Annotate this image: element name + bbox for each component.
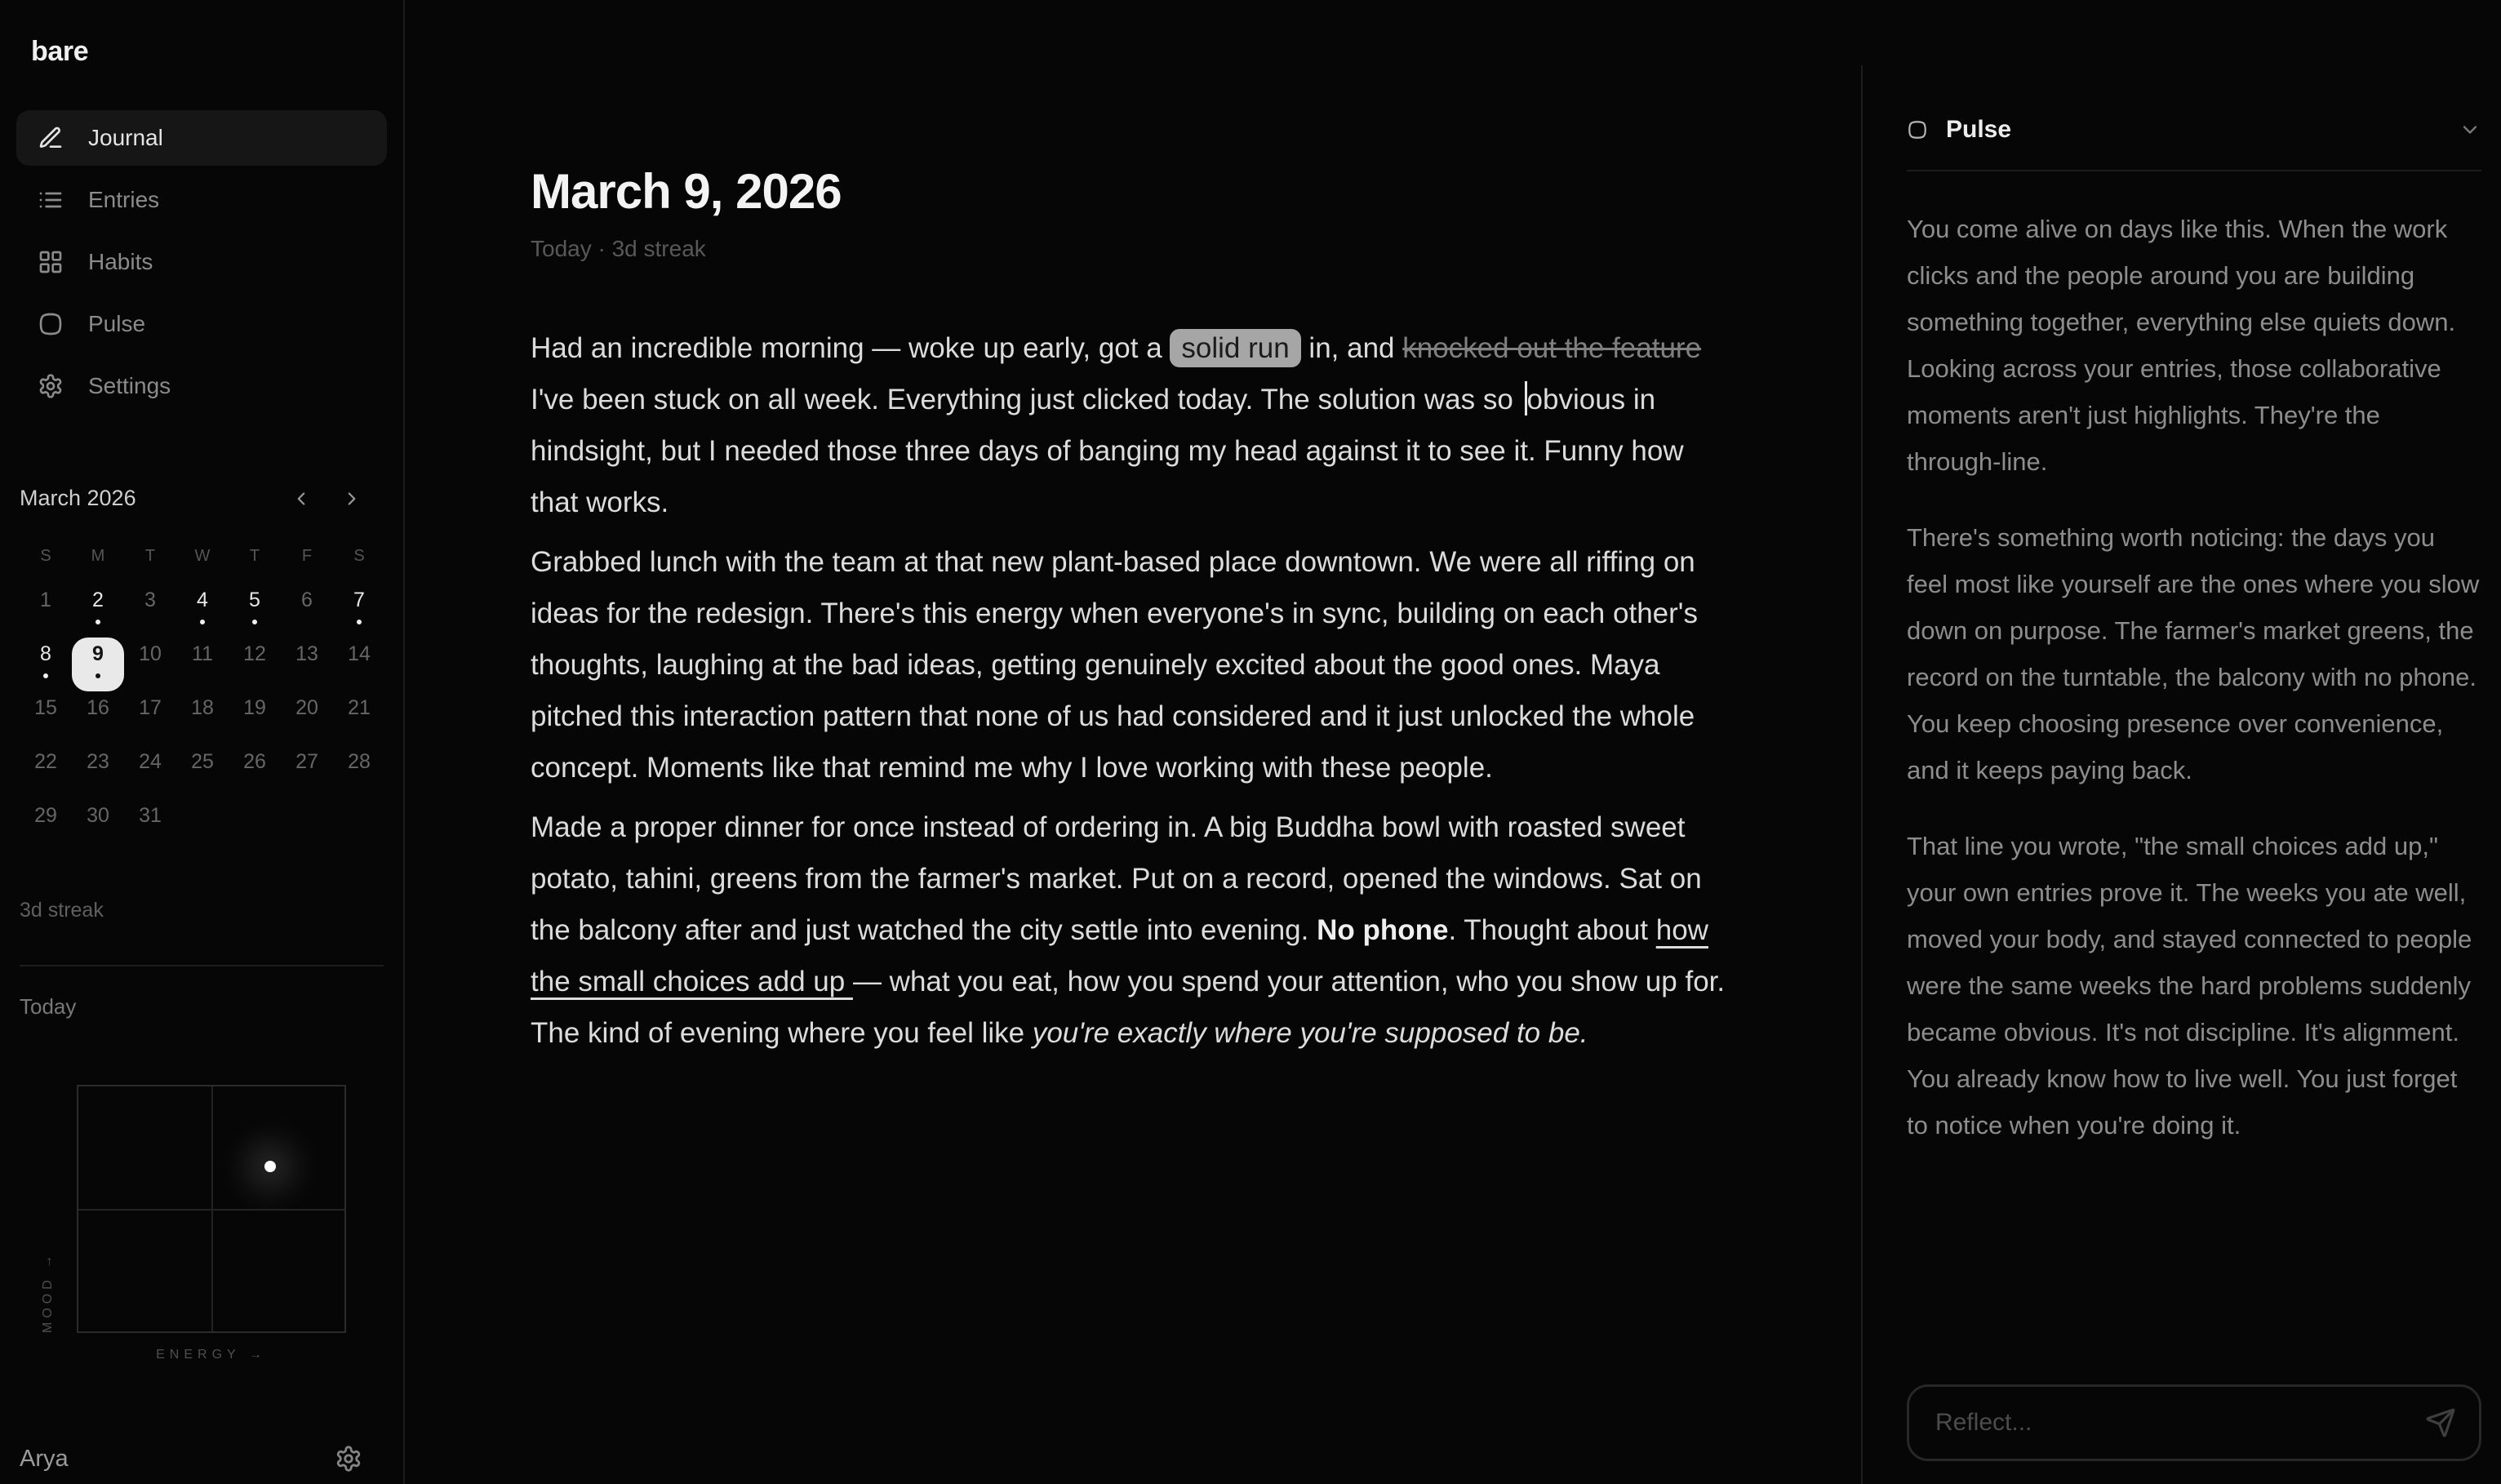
text-strike: knocked out the feature [1402, 332, 1702, 364]
calendar-day[interactable] [281, 584, 333, 638]
sidebar-nav [16, 110, 387, 414]
calendar-day-number: 25 [191, 750, 214, 773]
pulse-paragraph: That line you wrote, "the small choices add up," your own entries prove it. The weeks you ate well, moved your body, and stayed connected to people were the same weeks the hard problems suddenly became obvious. It's not discipline. It's alignment. You already know how to live well. You just forget to notice when you're doing it. [1907, 832, 2472, 1140]
calendar-prev-button[interactable] [291, 488, 312, 509]
calendar-day[interactable] [124, 745, 176, 799]
entry-dot [96, 620, 100, 624]
calendar-next-button[interactable] [341, 488, 362, 509]
entry-dot [43, 673, 48, 678]
sidebar-item-label: Pulse [88, 311, 146, 336]
entry-paragraph [531, 322, 1732, 528]
calendar-day-number: 30 [87, 804, 109, 827]
calendar-day-number: 14 [348, 642, 371, 665]
calendar-day-number: 8 [40, 642, 51, 665]
calendar-day-number: 9 [92, 642, 104, 665]
calendar-day[interactable] [281, 745, 333, 799]
pulse-title: Pulse [1946, 116, 2012, 143]
entry-paragraph [531, 536, 1732, 793]
calendar-day-number: 31 [139, 804, 162, 827]
entry-dot [357, 620, 362, 624]
entry-dot [96, 673, 100, 678]
streak-label: 3d streak [20, 899, 104, 922]
calendar-day-number: 3 [144, 589, 156, 611]
calendar-day[interactable] [72, 745, 124, 799]
calendar-day-number: 17 [139, 696, 162, 719]
calendar-day-number: 22 [34, 750, 57, 773]
calendar-day[interactable] [20, 638, 72, 691]
weekday-label: T [249, 547, 260, 565]
weekday-label: T [144, 547, 156, 565]
send-icon [2425, 1407, 2456, 1438]
calendar-day-number: 20 [295, 696, 318, 719]
journal-view [406, 0, 1861, 1484]
text-plain: — what you eat, how you spend your attention, who you show up for. The kind of evening where you feel like [531, 966, 1726, 1049]
sidebar-item-pulse[interactable] [16, 296, 387, 352]
calendar-day[interactable] [281, 691, 333, 745]
text-highlight: solid run [1170, 329, 1300, 367]
text-italic: you're exactly where you're supposed to be. [1032, 1017, 1588, 1049]
calendar-day-number: 28 [348, 750, 371, 773]
entry-editor[interactable] [531, 322, 1732, 1059]
sidebar-item-label: Habits [88, 249, 153, 274]
calendar-day[interactable] [281, 638, 333, 691]
chevron-down-icon [2459, 118, 2481, 141]
calendar-day-number: 7 [353, 589, 365, 611]
calendar-day[interactable] [333, 584, 385, 638]
entry-subtitle: Today · 3d streak [531, 236, 706, 261]
pulse-header [1907, 116, 2481, 144]
calendar-day-number: 23 [87, 750, 109, 773]
calendar-day-number: 18 [191, 696, 214, 719]
calendar-month-label: March 2026 [20, 486, 136, 510]
text-underline: how the small choices add up [531, 914, 1708, 997]
calendar-day[interactable] [124, 638, 176, 691]
squircle-icon [1907, 119, 1928, 140]
settings-gear-button[interactable] [335, 1445, 362, 1473]
quadrant-hline [78, 1209, 344, 1211]
text-plain: in, and [1300, 332, 1403, 364]
mood-energy-point [264, 1161, 276, 1172]
sidebar-item-settings[interactable] [16, 358, 387, 414]
sidebar-item-habits[interactable] [16, 234, 387, 290]
calendar-day[interactable] [176, 638, 229, 691]
calendar-day-number: 15 [34, 696, 57, 719]
weekday-label: M [91, 547, 105, 565]
calendar-day-number: 26 [243, 750, 266, 773]
chevron-right-icon [341, 488, 362, 509]
pulse-paragraph: There's something worth noticing: the days you feel most like yourself are the ones where you slow down on purpose. The farmer's market greens, the record on the turntable, the balcony with no phone. You keep choosing presence over convenience, and it keeps paying back. [1907, 523, 2480, 784]
weekday-label: F [301, 547, 313, 565]
reflect-input-container [1907, 1384, 2481, 1461]
text-bold: No phone [1317, 914, 1449, 946]
quadrant-plot[interactable] [77, 1085, 346, 1333]
weekday-label: W [194, 547, 211, 565]
calendar-day[interactable] [20, 745, 72, 799]
calendar-day-number: 6 [301, 589, 313, 611]
calendar-day-number: 29 [34, 804, 57, 827]
text-plain: I've been stuck on all week. Everything just clicked today. The solution was so [531, 384, 1521, 415]
pulse-panel [1863, 0, 2501, 1484]
pulse-paragraph: You come alive on days like this. When the work clicks and the people around you are building something together, everything else quiets down. Looking across your entries, those collaborative moments aren't just highlights. They're the through-line. [1907, 215, 2456, 476]
chevron-left-icon [291, 488, 312, 509]
calendar-day[interactable] [229, 584, 281, 638]
text-plain: Had an incredible morning — woke up early, got a [531, 332, 1171, 364]
weekday-label: S [353, 547, 365, 565]
sidebar-item-entries[interactable] [16, 172, 387, 228]
entry-title: March 9, 2026 [531, 164, 842, 219]
today-label: Today [20, 994, 77, 1019]
sidebar [0, 0, 405, 1484]
calendar-grid [20, 584, 384, 853]
send-button[interactable] [2425, 1407, 2456, 1438]
calendar [0, 486, 403, 853]
text-plain: Made a proper dinner for once instead of ordering in. A big Buddha bowl with roasted sweet potato, tahini, greens from the farmer's market. Put on a record, opened the windows. Sat on the balcony after and just watched the city settle into evening. [531, 811, 1702, 946]
calendar-day-number: 24 [139, 750, 162, 773]
text-plain: Grabbed lunch with the team at that new plant-based place downtown. We were all riffing on ideas for the redesign. There's this energy when everyone's in sync, building on each other's thoughts, laughing at the bad ideas, getting genuinely excited about the good ones. Maya pitched this interaction pattern that none of us had considered and it just unlocked the whole concept. Moments like that remind me why I love working with these people. [531, 546, 1698, 784]
calendar-day[interactable] [72, 799, 124, 853]
calendar-day[interactable] [229, 691, 281, 745]
calendar-weekday-row [20, 547, 384, 566]
calendar-day-number: 4 [197, 589, 208, 611]
gear-icon [38, 373, 64, 399]
weekday-label: S [40, 547, 51, 565]
sidebar-item-label: Journal [88, 125, 163, 150]
calendar-day-number: 1 [40, 589, 51, 611]
calendar-day[interactable] [333, 691, 385, 745]
energy-axis-label: ENERGY → [156, 1348, 267, 1362]
calendar-day-number: 21 [348, 696, 371, 719]
calendar-day[interactable] [72, 584, 124, 638]
entry-dot [252, 620, 257, 624]
pulse-reflection [1907, 206, 2481, 1149]
calendar-day-number: 16 [87, 696, 109, 719]
calendar-day[interactable] [333, 638, 385, 691]
calendar-day-number: 2 [92, 589, 104, 611]
calendar-day[interactable] [176, 745, 229, 799]
gear-icon [335, 1445, 362, 1473]
squircle-icon [38, 311, 64, 337]
text-plain: . Thought about [1448, 914, 1656, 946]
calendar-day-number: 19 [243, 696, 266, 719]
list-icon [38, 187, 64, 213]
user-name: Arya [20, 1445, 69, 1472]
sidebar-footer [0, 1445, 403, 1484]
calendar-day[interactable] [176, 691, 229, 745]
sidebar-item-label: Settings [88, 373, 171, 398]
calendar-nav [291, 488, 362, 509]
calendar-day[interactable] [229, 638, 281, 691]
mood-axis-label: MOOD → [41, 1251, 55, 1333]
entry-dot [200, 620, 205, 624]
pen-icon [38, 125, 64, 151]
calendar-day[interactable] [20, 799, 72, 853]
calendar-day-number: 11 [192, 642, 213, 665]
calendar-day[interactable] [20, 691, 72, 745]
reflect-input[interactable] [1909, 1409, 2425, 1437]
calendar-header [20, 486, 362, 511]
calendar-day[interactable] [124, 584, 176, 638]
calendar-day-number: 27 [295, 750, 318, 773]
entry-paragraph [531, 802, 1732, 1059]
calendar-day-selected[interactable] [72, 638, 124, 691]
calendar-day-number: 10 [139, 642, 162, 665]
sidebar-divider [20, 965, 384, 966]
pulse-header-divider [1907, 170, 2481, 171]
calendar-day-number: 13 [295, 642, 318, 665]
sidebar-item-journal[interactable] [16, 110, 387, 166]
sidebar-item-label: Entries [88, 187, 160, 212]
mood-energy-chart[interactable] [41, 1085, 346, 1362]
calendar-day-number: 12 [243, 642, 266, 665]
calendar-day[interactable] [124, 799, 176, 853]
calendar-day[interactable] [72, 691, 124, 745]
calendar-day[interactable] [229, 745, 281, 799]
calendar-day[interactable] [333, 745, 385, 799]
calendar-day[interactable] [124, 691, 176, 745]
pulse-collapse-button[interactable] [2459, 118, 2481, 141]
calendar-day[interactable] [20, 584, 72, 638]
calendar-day-number: 5 [249, 589, 260, 611]
text-plain: obvious in hindsight, but I needed those three days of banging my head against it to see it. Funny how that works. [531, 384, 1684, 518]
grid-icon [38, 249, 64, 275]
app-logo: bare [31, 36, 89, 67]
calendar-day[interactable] [176, 584, 229, 638]
